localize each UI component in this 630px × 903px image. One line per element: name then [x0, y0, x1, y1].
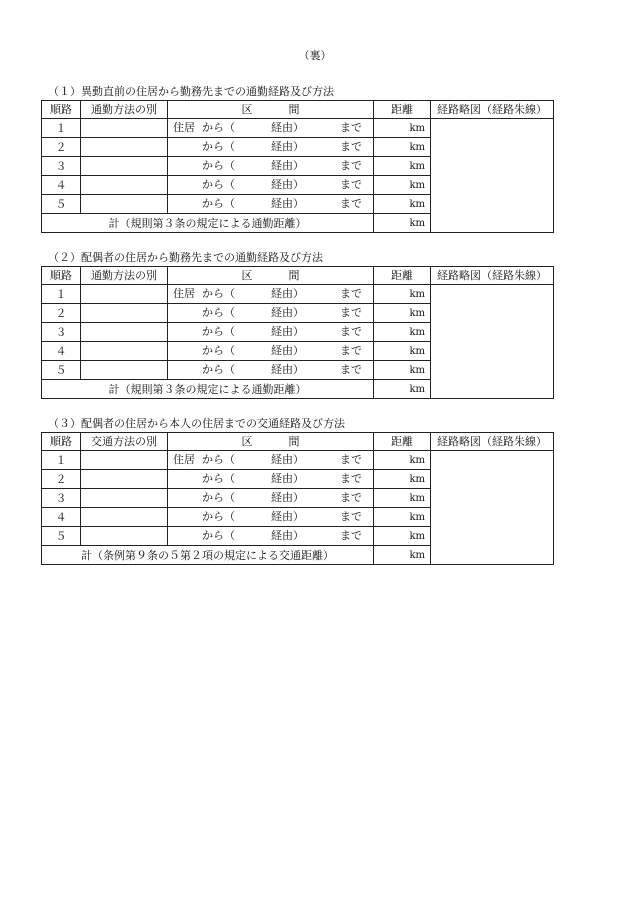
- method-cell[interactable]: [81, 470, 168, 489]
- keiyu-label: 経由）: [271, 197, 304, 210]
- method-cell[interactable]: [81, 176, 168, 195]
- map-header: 経路略図（経路朱線）: [431, 267, 554, 285]
- section-cell[interactable]: [168, 451, 374, 470]
- km-unit: km: [409, 199, 425, 210]
- method-cell[interactable]: [81, 451, 168, 470]
- row-number: ４: [42, 342, 81, 361]
- keiyu-label: 経由）: [271, 325, 304, 338]
- keiyu-label: 経由）: [271, 529, 304, 542]
- kara-label: から（: [202, 453, 235, 466]
- section-cell[interactable]: [168, 285, 374, 304]
- km-unit: km: [409, 142, 425, 153]
- method-cell[interactable]: [81, 323, 168, 342]
- row-number: ２: [42, 138, 81, 157]
- keiyu-label: 経由）: [271, 491, 304, 504]
- distance-header: 距離: [374, 101, 431, 119]
- jukyo-label: 住居: [173, 121, 195, 134]
- jukyo-label: 住居: [173, 287, 195, 300]
- km-unit: km: [409, 474, 425, 485]
- route-section-1: [41, 83, 549, 233]
- table-row: [42, 119, 554, 138]
- km-unit: km: [409, 308, 425, 319]
- km-unit: km: [409, 218, 425, 229]
- distance-cell[interactable]: [374, 304, 431, 323]
- section-header-a: 区: [241, 435, 253, 448]
- route-section-2: [41, 249, 549, 399]
- section-cell[interactable]: [168, 195, 374, 214]
- method-cell[interactable]: [81, 157, 168, 176]
- section-header: [168, 101, 374, 119]
- distance-cell[interactable]: [374, 119, 431, 138]
- table-row: [42, 285, 554, 304]
- row-number: ２: [42, 470, 81, 489]
- made-label: まで: [340, 197, 362, 210]
- made-label: まで: [340, 178, 362, 191]
- row-number: ５: [42, 195, 81, 214]
- section-cell[interactable]: [168, 508, 374, 527]
- section-header-a: 区: [241, 103, 253, 116]
- section-title: （１）異動直前の住居から勤務先までの通勤経路及び方法: [48, 85, 334, 98]
- row-number: ２: [42, 304, 81, 323]
- distance-cell[interactable]: [374, 527, 431, 546]
- keiyu-label: 経由）: [271, 140, 304, 153]
- made-label: まで: [340, 306, 362, 319]
- distance-cell[interactable]: [374, 285, 431, 304]
- kara-label: から（: [202, 178, 235, 191]
- section-cell[interactable]: [168, 138, 374, 157]
- table-row: [42, 451, 554, 470]
- section-cell[interactable]: [168, 489, 374, 508]
- made-label: まで: [340, 121, 362, 134]
- distance-cell[interactable]: [374, 157, 431, 176]
- made-label: まで: [340, 363, 362, 376]
- km-unit: km: [409, 180, 425, 191]
- distance-cell[interactable]: [374, 508, 431, 527]
- distance-cell[interactable]: [374, 176, 431, 195]
- made-label: まで: [340, 491, 362, 504]
- km-unit: km: [409, 493, 425, 504]
- kara-label: から（: [202, 491, 235, 504]
- section-cell[interactable]: [168, 361, 374, 380]
- km-unit: km: [409, 512, 425, 523]
- distance-cell[interactable]: [374, 138, 431, 157]
- distance-cell[interactable]: [374, 451, 431, 470]
- row-number: ４: [42, 176, 81, 195]
- no-header: 順路: [42, 267, 81, 285]
- kara-label: から（: [202, 306, 235, 319]
- row-number: １: [42, 451, 81, 470]
- route-section-3: [41, 415, 549, 565]
- route-table: [41, 100, 554, 233]
- km-unit: km: [409, 365, 425, 376]
- method-header: 通勤方法の別: [81, 101, 168, 119]
- row-number: １: [42, 285, 81, 304]
- total-label: 計（規則第３条の規定による通勤距離）: [42, 214, 374, 233]
- keiyu-label: 経由）: [271, 306, 304, 319]
- header-row: [42, 101, 554, 119]
- keiyu-label: 経由）: [271, 453, 304, 466]
- distance-header: 距離: [374, 267, 431, 285]
- section-header-b: 間: [288, 435, 300, 448]
- section-header-b: 間: [288, 103, 300, 116]
- made-label: まで: [340, 344, 362, 357]
- made-label: まで: [340, 510, 362, 523]
- made-label: まで: [340, 472, 362, 485]
- keiyu-label: 経由）: [271, 510, 304, 523]
- km-unit: km: [409, 161, 425, 172]
- keiyu-label: 経由）: [271, 178, 304, 191]
- distance-header: 距離: [374, 433, 431, 451]
- distance-cell[interactable]: [374, 195, 431, 214]
- method-cell[interactable]: [81, 527, 168, 546]
- section-cell[interactable]: [168, 323, 374, 342]
- total-label: 計（規則第３条の規定による通勤距離）: [42, 380, 374, 399]
- distance-cell[interactable]: [374, 323, 431, 342]
- total-distance-cell[interactable]: [374, 380, 431, 399]
- method-cell[interactable]: [81, 195, 168, 214]
- kara-label: から（: [202, 529, 235, 542]
- route-table: [41, 266, 554, 399]
- made-label: まで: [340, 529, 362, 542]
- kara-label: から（: [202, 325, 235, 338]
- section-cell[interactable]: [168, 342, 374, 361]
- kara-label: から（: [202, 472, 235, 485]
- distance-cell[interactable]: [374, 470, 431, 489]
- section-header-a: 区: [241, 269, 253, 282]
- route-map-cell[interactable]: [431, 119, 554, 233]
- map-header: 経路略図（経路朱線）: [431, 433, 554, 451]
- kara-label: から（: [202, 140, 235, 153]
- keiyu-label: 経由）: [271, 363, 304, 376]
- keiyu-label: 経由）: [271, 159, 304, 172]
- method-cell[interactable]: [81, 285, 168, 304]
- kara-label: から（: [202, 510, 235, 523]
- total-distance-cell[interactable]: [374, 546, 431, 565]
- method-cell[interactable]: [81, 119, 168, 138]
- keiyu-label: 経由）: [271, 472, 304, 485]
- keiyu-label: 経由）: [271, 344, 304, 357]
- made-label: まで: [340, 287, 362, 300]
- section-title: （３）配偶者の住居から本人の住居までの交通経路及び方法: [48, 417, 345, 430]
- km-unit: km: [409, 346, 425, 357]
- section-cell[interactable]: [168, 527, 374, 546]
- row-number: ５: [42, 361, 81, 380]
- row-number: ３: [42, 489, 81, 508]
- method-cell[interactable]: [81, 138, 168, 157]
- section-cell[interactable]: [168, 157, 374, 176]
- km-unit: km: [409, 327, 425, 338]
- kara-label: から（: [202, 344, 235, 357]
- distance-cell[interactable]: [374, 342, 431, 361]
- section-cell[interactable]: [168, 176, 374, 195]
- method-cell[interactable]: [81, 342, 168, 361]
- no-header: 順路: [42, 101, 81, 119]
- section-cell[interactable]: [168, 470, 374, 489]
- method-cell[interactable]: [81, 361, 168, 380]
- kara-label: から（: [202, 197, 235, 210]
- row-number: ４: [42, 508, 81, 527]
- row-number: ３: [42, 323, 81, 342]
- section-title: （２）配偶者の住居から勤務先までの通勤経路及び方法: [48, 251, 323, 264]
- header-row: [42, 433, 554, 451]
- method-cell[interactable]: [81, 508, 168, 527]
- method-cell[interactable]: [81, 489, 168, 508]
- route-table: [41, 432, 554, 565]
- km-unit: km: [409, 531, 425, 542]
- km-unit: km: [409, 550, 425, 561]
- row-number: ５: [42, 527, 81, 546]
- km-unit: km: [409, 455, 425, 466]
- distance-cell[interactable]: [374, 489, 431, 508]
- kara-label: から（: [202, 363, 235, 376]
- made-label: まで: [340, 325, 362, 338]
- method-header: 交通方法の別: [81, 433, 168, 451]
- distance-cell[interactable]: [374, 361, 431, 380]
- km-unit: km: [409, 384, 425, 395]
- kara-label: から（: [202, 121, 235, 134]
- map-header: 経路略図（経路朱線）: [431, 101, 554, 119]
- no-header: 順路: [42, 433, 81, 451]
- section-cell[interactable]: [168, 304, 374, 323]
- route-map-cell[interactable]: [431, 285, 554, 399]
- section-cell[interactable]: [168, 119, 374, 138]
- method-cell[interactable]: [81, 304, 168, 323]
- made-label: まで: [340, 159, 362, 172]
- row-number: ３: [42, 157, 81, 176]
- made-label: まで: [340, 140, 362, 153]
- km-unit: km: [409, 123, 425, 134]
- kara-label: から（: [202, 159, 235, 172]
- route-map-cell[interactable]: [431, 451, 554, 565]
- jukyo-label: 住居: [173, 453, 195, 466]
- section-header: [168, 433, 374, 451]
- method-header: 通勤方法の別: [81, 267, 168, 285]
- section-header-b: 間: [288, 269, 300, 282]
- total-label: 計（条例第９条の５第２項の規定による交通距離）: [42, 546, 374, 565]
- section-header: [168, 267, 374, 285]
- kara-label: から（: [202, 287, 235, 300]
- total-distance-cell[interactable]: [374, 214, 431, 233]
- made-label: まで: [340, 453, 362, 466]
- keiyu-label: 経由）: [271, 121, 304, 134]
- row-number: １: [42, 119, 81, 138]
- keiyu-label: 経由）: [271, 287, 304, 300]
- header-row: [42, 267, 554, 285]
- page-heading: （裏）: [298, 49, 332, 62]
- km-unit: km: [409, 289, 425, 300]
